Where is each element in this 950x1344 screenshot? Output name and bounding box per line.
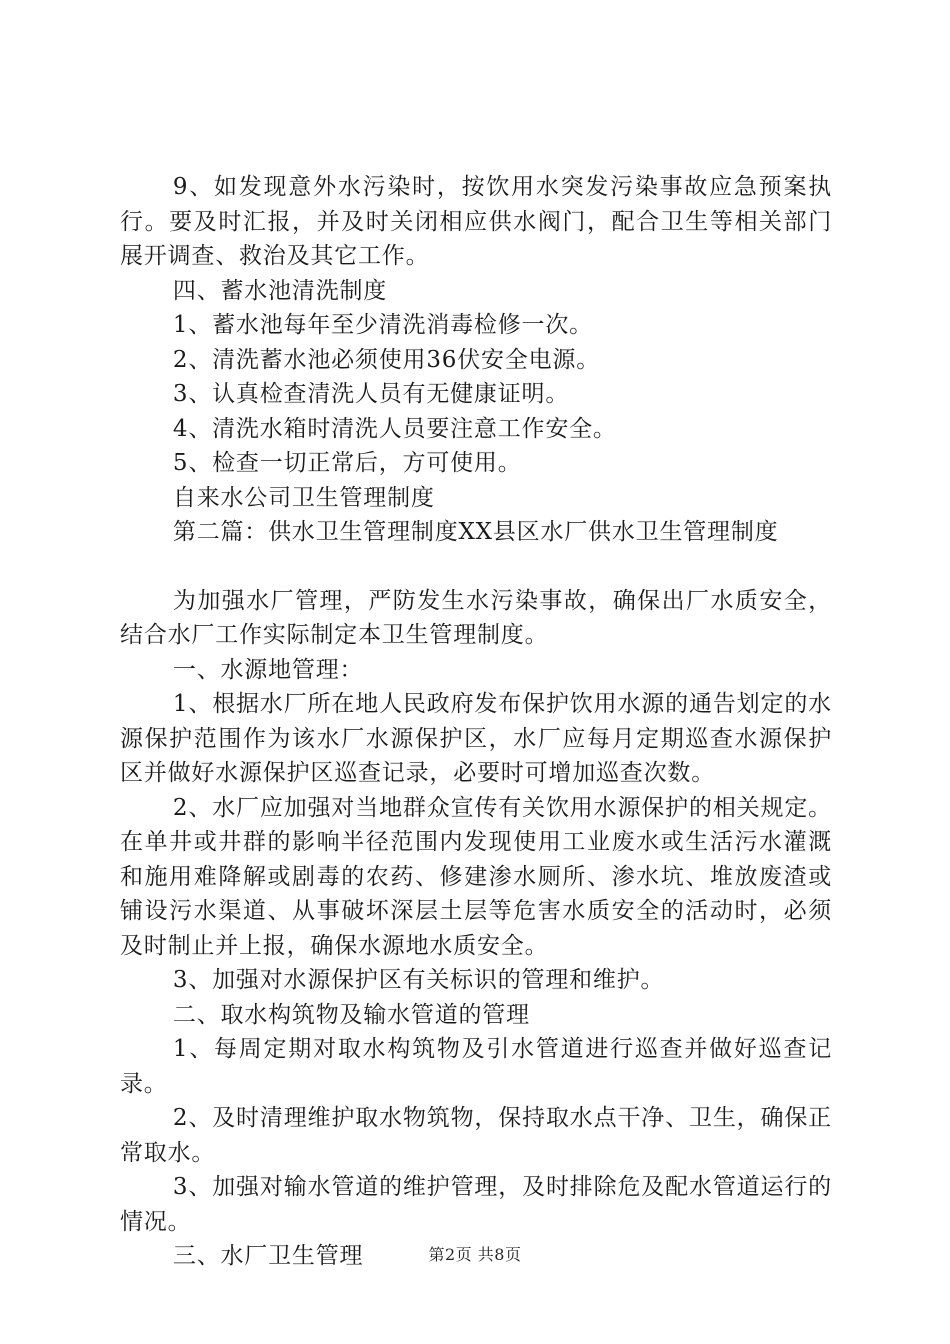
list-item: 1、蓄水池每年至少清洗消毒检修一次。 — [172, 312, 593, 338]
intro-paragraph: 为加强水厂管理，严防发生水污染事故，确保出厂水质安全，结合水厂工作实际制定本卫生管理制度。 — [120, 587, 832, 648]
list-item: 3、认真检查清洗人员有无健康证明。 — [172, 381, 570, 407]
list-item: 1、每周定期对取水构筑物及引水管道进行巡查并做好巡查记录。 — [120, 1036, 832, 1097]
document-title-line: 自来水公司卫生管理制度 — [172, 484, 435, 511]
chapter-heading: 第二篇：供水卫生管理制度XX县区水厂供水卫生管理制度 — [172, 519, 779, 545]
section-heading-plant-hygiene: 三、水厂卫生管理 — [172, 1243, 364, 1269]
section-heading-intake-structures: 二、取水构筑物及输水管道的管理 — [172, 1001, 530, 1028]
page-number-footer: 第2页 共8页 — [428, 1245, 522, 1264]
list-item: 2、清洗蓄水池必须使用36伏安全电源。 — [172, 346, 600, 373]
list-item: 4、清洗水箱时清洗人员要注意工作安全。 — [172, 415, 617, 442]
document-body — [120, 170, 832, 1274]
paragraph-item-9-contamination: 9、如发现意外水污染时，按饮用水突发污染事故应急预案执行。要及时汇报，并及时关闭相应供水阀门，配合卫生等相关部门展开调查、救治及其它工作。 — [120, 174, 832, 269]
list-item: 1、根据水厂所在地人民政府发布保护饮用水源的通告划定的水源保护范围作为该水厂水源保护区，水厂应每月定期巡查水源保护区并做好水源保护区巡查记录，必要时可增加巡查次数。 — [120, 691, 832, 786]
list-item: 5、检查一切正常后，方可使用。 — [172, 450, 522, 476]
list-item: 3、加强对水源保护区有关标识的管理和维护。 — [172, 967, 665, 993]
section-heading-water-source: 一、水源地管理： — [172, 656, 364, 683]
list-item: 2、水厂应加强对当地群众宣传有关饮用水源保护的相关规定。在单井或井群的影响半径范围内发现使用工业废水或生活污水灌溉和施用难降解或剧毒的农药、修建渗水厕所、渗水坑、堆放废渣或铺设污水渠道、从事破坏深层土层等危害水质安全的活动时，必须及时制止并上报，确保水源地水质安全。 — [120, 794, 832, 959]
blank-line — [120, 550, 832, 584]
list-item: 3、加强对输水管道的维护管理，及时排除危及配水管道运行的情况。 — [120, 1174, 832, 1235]
section-heading-reservoir-cleaning: 四、蓄水池清洗制度 — [172, 277, 388, 304]
list-item: 2、及时清理维护取水物筑物，保持取水点干净、卫生，确保正常取水。 — [120, 1105, 832, 1166]
